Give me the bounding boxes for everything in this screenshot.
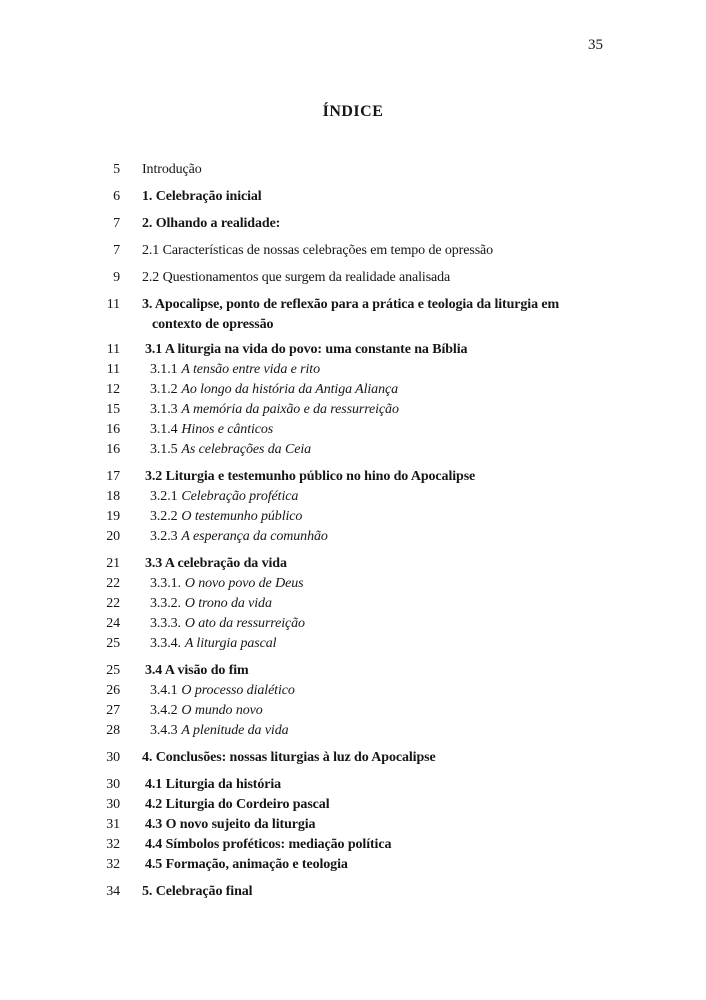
toc-page-number: 20 bbox=[106, 529, 120, 544]
toc-page-number: 5 bbox=[113, 162, 120, 177]
toc-entry-title: O testemunho público bbox=[181, 509, 303, 524]
toc-entry-title: A tensão entre vida e rito bbox=[181, 362, 320, 377]
toc-entry-number: 3.2.1 bbox=[150, 489, 178, 504]
toc-row-section-3-1 bbox=[96, 340, 616, 360]
toc-row-section-4-5 bbox=[96, 855, 616, 875]
toc-entry-text bbox=[142, 721, 289, 741]
toc-page-number: 17 bbox=[106, 469, 120, 484]
toc-row-section-2-1 bbox=[96, 241, 616, 261]
toc-entry-number: 3.4.2 bbox=[150, 703, 178, 718]
toc-entry-number: 3.1.1 bbox=[150, 362, 178, 377]
toc-entry-title: Celebração profética bbox=[181, 489, 299, 504]
toc-entry-text: 4. Conclusões: nossas liturgias à luz do Apocalipse bbox=[142, 750, 436, 765]
toc-page-number: 32 bbox=[106, 837, 120, 852]
toc-row-subsection-3-2-1 bbox=[96, 487, 616, 507]
toc-entry-text: 4.2 Liturgia do Cordeiro pascal bbox=[145, 797, 330, 812]
toc-entry-text bbox=[142, 507, 302, 527]
toc-entry-number: 3.3.4. bbox=[150, 636, 181, 651]
toc-row-section-3-3 bbox=[96, 554, 616, 574]
toc-page-number: 28 bbox=[106, 723, 120, 738]
toc-entry-number: 3.4.3 bbox=[150, 723, 178, 738]
toc-page-number: 22 bbox=[106, 576, 120, 591]
toc-entry-number: 3.4.1 bbox=[150, 683, 178, 698]
toc-entry-title: O ato da ressurreição bbox=[184, 616, 305, 631]
toc-entry-text: 3.2 Liturgia e testemunho público no hino do Apocalipse bbox=[145, 469, 476, 484]
toc-entry-number: 3.3.3. bbox=[150, 616, 181, 631]
toc-page-number: 25 bbox=[106, 636, 120, 651]
toc-entry-text bbox=[142, 487, 298, 507]
toc-page-number: 7 bbox=[113, 216, 120, 231]
toc-entry-text: 4.1 Liturgia da história bbox=[145, 777, 282, 792]
toc-page-number: 30 bbox=[106, 797, 120, 812]
toc-row-introducao bbox=[96, 160, 616, 180]
toc-page-number: 31 bbox=[106, 817, 120, 832]
toc-page-number: 15 bbox=[106, 402, 120, 417]
toc-entry-number: 3.1.2 bbox=[150, 382, 178, 397]
toc-entry-text bbox=[142, 360, 320, 380]
toc-row-section-4-3 bbox=[96, 815, 616, 835]
toc-page-number: 21 bbox=[106, 556, 120, 571]
toc-entry-number: 3.3.2. bbox=[150, 596, 181, 611]
toc-entry-text bbox=[142, 594, 272, 614]
toc-entry-number: 3.3.1. bbox=[150, 576, 181, 591]
toc-entry-text bbox=[142, 420, 273, 440]
toc-row-section-4-4 bbox=[96, 835, 616, 855]
toc-entry-text bbox=[142, 527, 328, 547]
toc-row-subsection-3-1-2 bbox=[96, 380, 616, 400]
toc-entry-title: A liturgia pascal bbox=[184, 636, 277, 651]
toc-page-number: 25 bbox=[106, 663, 120, 678]
toc-page-number: 32 bbox=[106, 857, 120, 872]
toc-row-subsection-3-3-3 bbox=[96, 614, 616, 634]
toc-entry-text bbox=[142, 614, 305, 634]
toc-entry-text bbox=[142, 574, 303, 594]
toc-row-chapter-2 bbox=[96, 214, 616, 234]
toc-entry-text: 2.2 Questionamentos que surgem da realidade analisada bbox=[142, 270, 451, 285]
toc-page-number: 30 bbox=[106, 750, 120, 765]
toc-row-subsection-3-4-3 bbox=[96, 721, 616, 741]
toc-entry-line-2: contexto de opressão bbox=[152, 317, 274, 332]
toc-entry-title: A plenitude da vida bbox=[181, 723, 289, 738]
toc-entry-text bbox=[142, 701, 263, 721]
toc-page-number: 34 bbox=[106, 884, 120, 899]
toc-row-section-4-1 bbox=[96, 775, 616, 795]
table-of-contents bbox=[96, 160, 616, 902]
toc-page-number: 9 bbox=[113, 270, 120, 285]
toc-row-subsection-3-2-3 bbox=[96, 527, 616, 547]
toc-page-number: 6 bbox=[113, 189, 120, 204]
toc-entry-title: Hinos e cânticos bbox=[181, 422, 274, 437]
toc-entry-number: 3.2.2 bbox=[150, 509, 178, 524]
toc-page-number: 26 bbox=[106, 683, 120, 698]
toc-page-number: 7 bbox=[113, 243, 120, 258]
toc-row-subsection-3-1-4 bbox=[96, 420, 616, 440]
toc-entry-text: 2.1 Características de nossas celebrações em tempo de opressão bbox=[142, 243, 494, 258]
toc-page-number: 24 bbox=[106, 616, 120, 631]
toc-entry-text: 3.4 A visão do fim bbox=[145, 663, 249, 678]
toc-row-subsection-3-3-4 bbox=[96, 634, 616, 654]
toc-page-number: 16 bbox=[106, 422, 120, 437]
toc-page-number: 30 bbox=[106, 777, 120, 792]
toc-entry-text: 3.1 A liturgia na vida do povo: uma constante na Bíblia bbox=[145, 342, 468, 357]
toc-page-number: 11 bbox=[106, 297, 120, 312]
toc-page-number: 22 bbox=[106, 596, 120, 611]
toc-entry-text: 3.3 A celebração da vida bbox=[145, 556, 287, 571]
toc-entry-text bbox=[142, 400, 399, 420]
toc-row-section-3-2 bbox=[96, 467, 616, 487]
toc-row-section-2-2 bbox=[96, 268, 616, 288]
toc-entry-text: 2. Olhando a realidade: bbox=[142, 216, 281, 231]
toc-page-number: 12 bbox=[106, 382, 120, 397]
toc-page-number: 11 bbox=[106, 362, 120, 377]
toc-entry-number: 3.2.3 bbox=[150, 529, 178, 544]
toc-page-number: 19 bbox=[106, 509, 120, 524]
toc-entry-title: O trono da vida bbox=[184, 596, 272, 611]
toc-entry-title: A memória da paixão e da ressurreição bbox=[181, 402, 399, 417]
toc-row-chapter-3 bbox=[96, 295, 616, 335]
toc-page-number: 16 bbox=[106, 442, 120, 457]
toc-entry-title: As celebrações da Ceia bbox=[181, 442, 312, 457]
toc-entry-text: 4.4 Símbolos proféticos: mediação política bbox=[145, 837, 392, 852]
toc-row-subsection-3-1-3 bbox=[96, 400, 616, 420]
toc-row-subsection-3-3-2 bbox=[96, 594, 616, 614]
toc-row-chapter-4 bbox=[96, 748, 616, 768]
toc-entry-line-1: 3. Apocalipse, ponto de reflexão para a prática e teologia da liturgia em bbox=[142, 297, 560, 312]
toc-row-subsection-3-4-2 bbox=[96, 701, 616, 721]
toc-row-subsection-3-4-1 bbox=[96, 681, 616, 701]
toc-entry-title: A esperança da comunhão bbox=[181, 529, 328, 544]
toc-entry-title: O processo dialético bbox=[181, 683, 295, 698]
toc-entry-number: 3.1.3 bbox=[150, 402, 178, 417]
toc-page-number: 18 bbox=[106, 489, 120, 504]
toc-entry-title: O novo povo de Deus bbox=[184, 576, 304, 591]
toc-entry-text bbox=[142, 681, 295, 701]
toc-row-section-4-2 bbox=[96, 795, 616, 815]
toc-row-subsection-3-3-1 bbox=[96, 574, 616, 594]
toc-row-chapter-5 bbox=[96, 882, 616, 902]
toc-row-chapter-1 bbox=[96, 187, 616, 207]
toc-row-section-3-4 bbox=[96, 661, 616, 681]
page-title: ÍNDICE bbox=[322, 103, 384, 120]
toc-row-subsection-3-1-1 bbox=[96, 360, 616, 380]
toc-page-number: 27 bbox=[106, 703, 120, 718]
toc-entry-text bbox=[142, 634, 276, 654]
toc-entry-title: O mundo novo bbox=[181, 703, 263, 718]
toc-row-subsection-3-2-2 bbox=[96, 507, 616, 527]
toc-entry-number: 3.1.5 bbox=[150, 442, 178, 457]
toc-entry-text bbox=[142, 440, 311, 460]
toc-entry-text bbox=[142, 380, 398, 400]
toc-row-subsection-3-1-5 bbox=[96, 440, 616, 460]
toc-entry-text: 1. Celebração inicial bbox=[142, 189, 262, 204]
folio-page-number: 35 bbox=[588, 37, 603, 53]
toc-entry-text: 4.5 Formação, animação e teologia bbox=[145, 857, 348, 872]
toc-entry-text: 5. Celebração final bbox=[142, 884, 253, 899]
toc-entry-text bbox=[142, 295, 559, 335]
toc-entry-text: 4.3 O novo sujeito da liturgia bbox=[145, 817, 316, 832]
toc-entry-number: 3.1.4 bbox=[150, 422, 178, 437]
toc-entry-text: Introdução bbox=[142, 162, 202, 177]
toc-entry-title: Ao longo da história da Antiga Aliança bbox=[181, 382, 398, 397]
toc-page-number: 11 bbox=[106, 342, 120, 357]
